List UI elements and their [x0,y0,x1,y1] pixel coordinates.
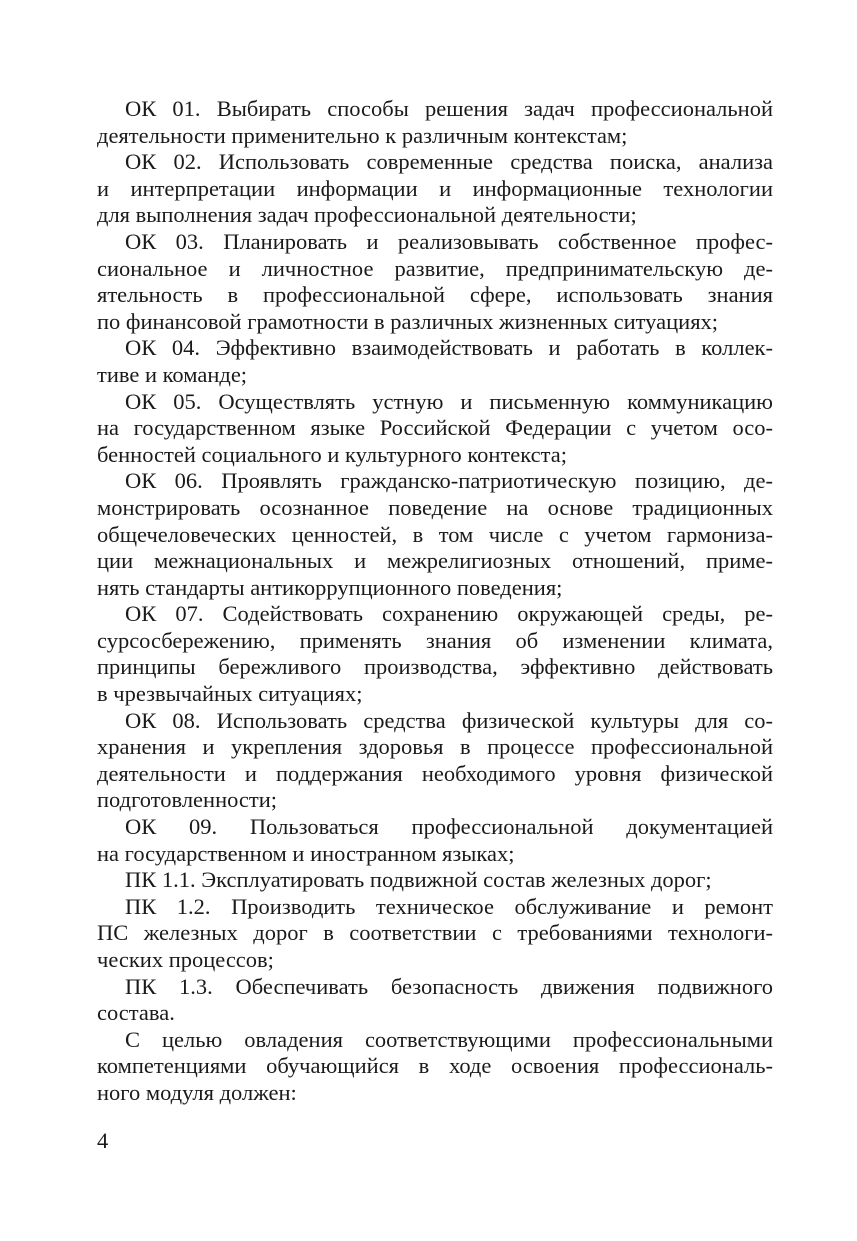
paragraph [97,149,773,229]
text-line: ОК 07. Содействовать сохранению окружающей среды, ре- [125,601,773,627]
text-line: нять стандарты антикоррупционного поведения; [97,574,563,600]
text-line: ОК 02. Использовать современные средства поиска, анализа [125,149,773,175]
text-line: деятельности применительно к различным контекстам; [97,122,628,148]
text-line: ОК 08. Использовать средства физической культуры для со- [125,707,773,733]
paragraph [97,229,773,335]
text-line: состава. [97,1000,175,1026]
text-line: С целью овладения соответствующими профессиональными [125,1026,773,1052]
text-line: ятельность в профессиональной сфере, использовать знания [97,282,773,308]
text-line: бенностей социального и культурного контекста; [97,441,567,467]
text-line: на государственном языке Российской Федерации с учетом осо- [97,415,773,441]
text-line: ОК 04. Эффективно взаимодействовать и работать в коллек- [125,335,773,361]
text-line: подготовленности; [97,787,278,813]
text-line: сиональное и личностное развитие, предпринимательскую де- [97,255,773,281]
paragraph [97,96,773,149]
text-line: ПК 1.3. Обеспечивать безопасность движения подвижного [125,973,773,999]
paragraph [97,894,773,974]
text-line: общечеловеческих ценностей, в том числе с учетом гармониза- [97,521,773,547]
paragraph [97,974,773,1027]
text-line: деятельности и поддержания необходимого уровня физической [97,760,773,786]
text-line: сурсосбережению, применять знания об изменении климата, [97,627,773,653]
text-line: ции межнациональных и межрелигиозных отношений, приме- [97,548,773,574]
paragraph [97,1027,773,1107]
text-line: тиве и команде; [97,361,248,387]
text-line: на государственном и иностранном языках; [97,840,515,866]
paragraph [97,389,773,469]
text-line: ного модуля должен: [97,1079,297,1105]
paragraph [97,814,773,867]
text-line: по финансовой грамотности в различных жизненных ситуациях; [97,308,719,334]
text-line: в чрезвычайных ситуациях; [97,681,363,707]
text-line: ОК 03. Планировать и реализовывать собственное профес- [125,228,773,254]
paragraph [97,468,773,601]
text-line: монстрировать осознанное поведение на основе традиционных [97,494,773,520]
text-line: ОК 05. Осуществлять устную и письменную коммуникацию [125,388,773,414]
text-line: ОК 06. Проявлять гражданско-патриотическую позицию, де- [125,468,773,494]
page-number: 4 [97,1128,109,1153]
text-line: ОК 01. Выбирать способы решения задач профессиональной [125,96,773,121]
paragraph [97,335,773,388]
paragraph [97,867,773,894]
text-line: хранения и укрепления здоровья в процессе профессиональной [97,734,773,760]
text-line: ПК 1.2. Производить техническое обслуживание и ремонт [125,893,773,919]
text-line: компетенциями обучающийся в ходе освоения профессиональ- [97,1053,773,1079]
text-line: и интерпретации информации и информационные технологии [97,175,773,201]
text-line: ОК 09. Пользоваться профессиональной документацией [125,814,773,840]
paragraph [97,601,773,707]
text-line: для выполнения задач профессиональной деятельности; [97,202,637,228]
paragraph [97,708,773,814]
text-line: ПС железных дорог в соответствии с требованиями технологи- [97,920,773,946]
text-line: принципы бережливого производства, эффективно действовать [97,654,773,680]
text-line: ПК 1.1. Эксплуатировать подвижной состав железных дорог; [125,867,712,893]
text-line: ческих процессов; [97,947,274,972]
document-body [97,96,773,1107]
